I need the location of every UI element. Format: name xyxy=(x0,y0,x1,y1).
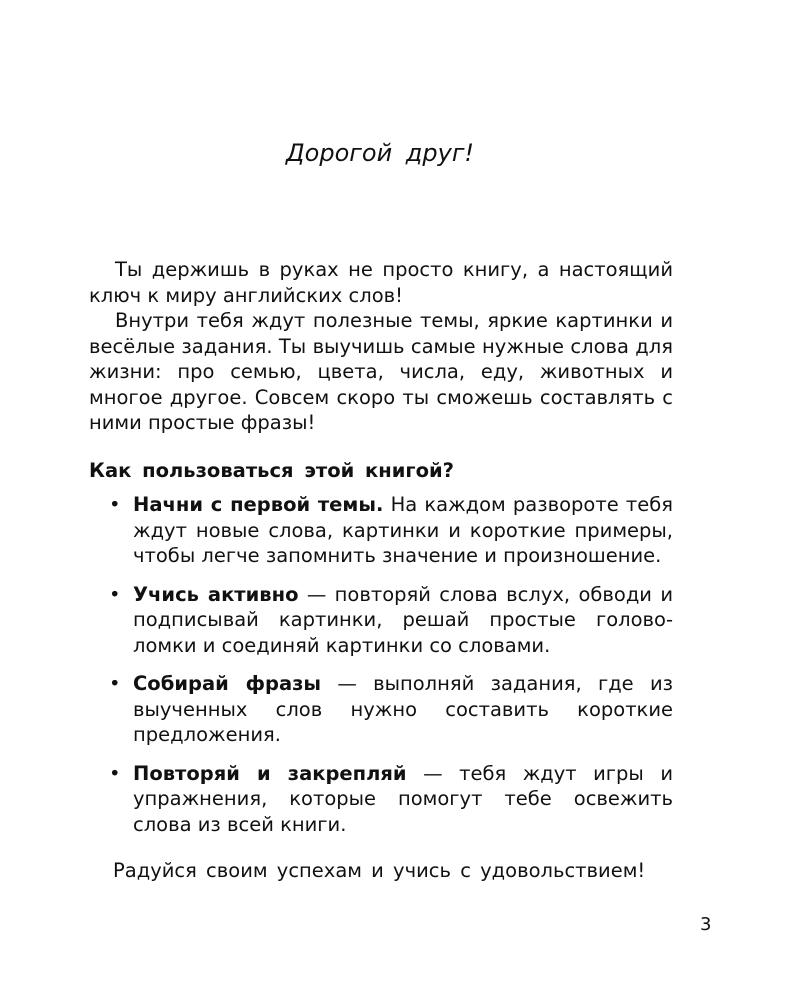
intro-paragraph-2: Внутри тебя ждут полезные темы, яркие картинки и весёлые задания. Ты выучишь самые нужные слова для жизни: про семью, цвета, числа, еду, животных и многое другое. Совсем скоро ты сможешь составлять с ними простые фразы! xyxy=(89,309,673,434)
list-item-bold: Учись активно xyxy=(133,582,299,606)
list-item-bold: Собирай фразы xyxy=(133,672,322,695)
bullet-icon: • xyxy=(109,672,121,695)
list-item-text: — тебя ждут игры и упражнения, которые помогут тебе освежить слова из всей книги. xyxy=(133,761,673,836)
list-item-bold: Повторяй и закрепляй xyxy=(133,761,407,785)
list-item-text: — выполняй задания, где из выученных слов нужно составить короткие предложения. xyxy=(133,672,673,746)
bullet-icon: • xyxy=(109,493,121,516)
closing-line: Радуйся своим успехам и учись с удовольствием! xyxy=(113,859,646,882)
intro-paragraph-1: Ты держишь в руках не просто книгу, а настоящий ключ к миру английских слов! xyxy=(89,258,673,307)
how-to-list xyxy=(89,492,673,850)
bullet-icon: • xyxy=(109,582,121,606)
page-title: Дорогой друг! xyxy=(285,139,475,167)
list-item-text: На каждом развороте тебя ждут новые слова, картинки и короткие примеры, чтобы легче запомнить значение и произношение. xyxy=(133,493,673,567)
list-item xyxy=(89,761,673,838)
list-item-bold: Начни с первой темы. xyxy=(133,493,384,516)
list-item-text: — повторяй слова вслух, обводи и подписывай картинки, решай простые головоломки и соединяй картинки со словами. xyxy=(133,582,673,657)
list-item xyxy=(89,671,673,748)
list-item xyxy=(89,492,673,569)
page-number: 3 xyxy=(700,914,712,935)
how-to-heading: Как пользоваться этой книгой? xyxy=(89,459,454,482)
bullet-icon: • xyxy=(109,761,121,785)
list-item xyxy=(89,582,673,659)
intro-text xyxy=(89,257,673,436)
